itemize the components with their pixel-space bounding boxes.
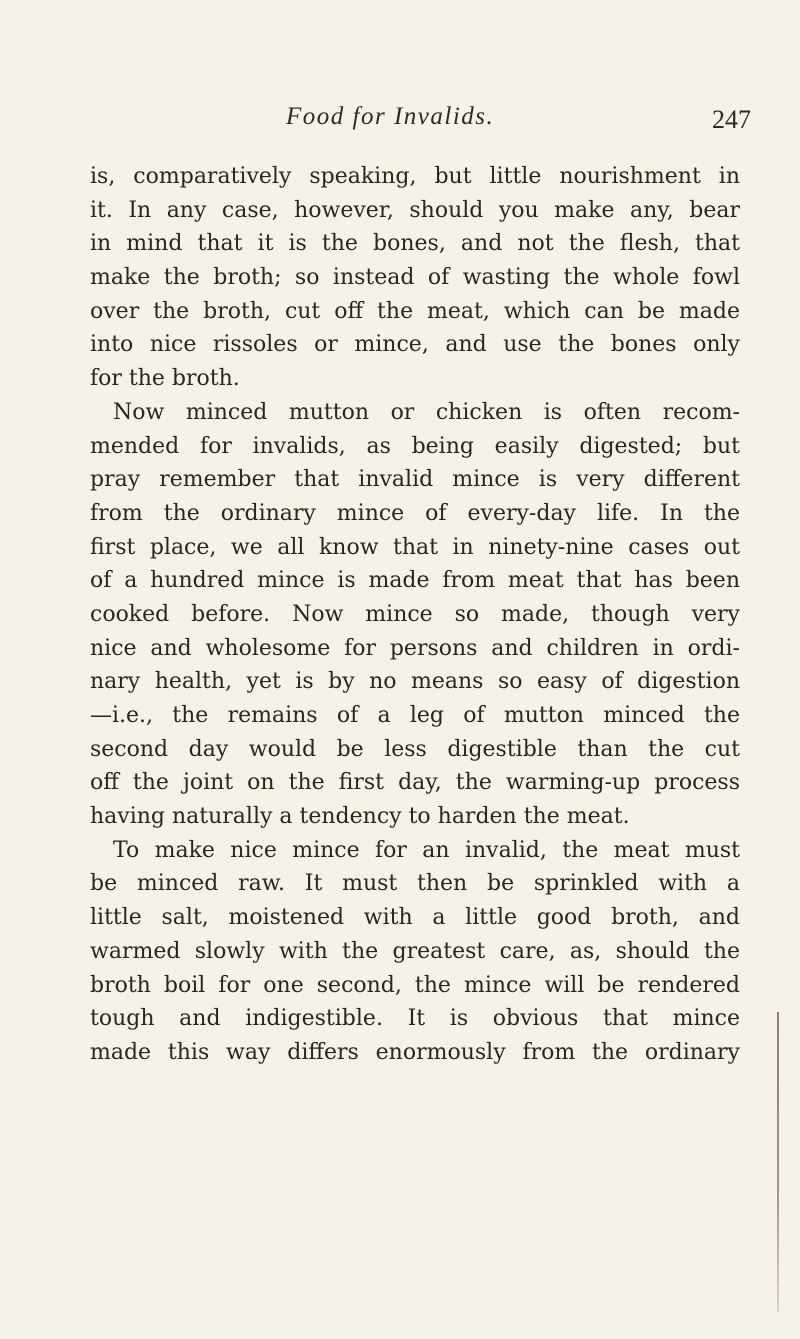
text-line: of a hundred mince is made from meat that has been [90, 568, 740, 594]
text-line: into nice rissoles or mince, and use the bones only [90, 332, 740, 358]
text-line: pray remember that invalid mince is very different [90, 467, 740, 493]
text-line: from the ordinary mince of every-day life. In the [90, 500, 740, 526]
text-line: be minced raw. It must then be sprinkled with a [90, 871, 740, 897]
text-line: tough and indigestible. It is obvious that mince [90, 1006, 740, 1032]
text-line: having naturally a tendency to harden the meat. [90, 804, 630, 830]
text-line: little salt, moistened with a little good broth, and [90, 905, 740, 931]
text-line: in mind that it is the bones, and not the flesh, that [90, 231, 740, 257]
text-line: second day would be less digestible than the cut [90, 736, 740, 762]
text-line: —i.e., the remains of a leg of mutton minced the [90, 703, 740, 728]
text-line: nice and wholesome for persons and children in ordi- [90, 635, 740, 661]
text-line: it. In any case, however, should you make any, bear [90, 197, 740, 223]
running-head [0, 95, 800, 135]
text-line: warmed slowly with the greatest care, as, should the [90, 938, 740, 964]
running-title: Food for Invalids. [286, 103, 495, 130]
text-line: made this way differs enormously from the ordinary [90, 1039, 740, 1065]
text-line: over the broth, cut off the meat, which can be made [90, 298, 740, 324]
text-line: off the joint on the first day, the warming-up process [90, 770, 740, 796]
text-line: Now minced mutton or chicken is often recom- [113, 399, 740, 425]
text-line: for the broth. [90, 366, 240, 392]
text-line: is, comparatively speaking, but little nourishment in [90, 164, 740, 189]
body-text [90, 160, 740, 1070]
text-line: To make nice mince for an invalid, the meat must [113, 837, 740, 863]
text-line: mended for invalids, as being easily digested; but [90, 433, 740, 459]
text-line: first place, we all know that in ninety-nine cases out [90, 534, 740, 560]
text-line: broth boil for one second, the mince will be rendered [90, 972, 740, 998]
text-line: cooked before. Now mince so made, though very [90, 601, 740, 627]
text-line: nary health, yet is by no means so easy of digestion [90, 669, 740, 695]
text-line: make the broth; so instead of wasting the whole fowl [90, 265, 740, 291]
page-number: 247 [712, 105, 751, 134]
page-edge-shadow [777, 1012, 779, 1312]
